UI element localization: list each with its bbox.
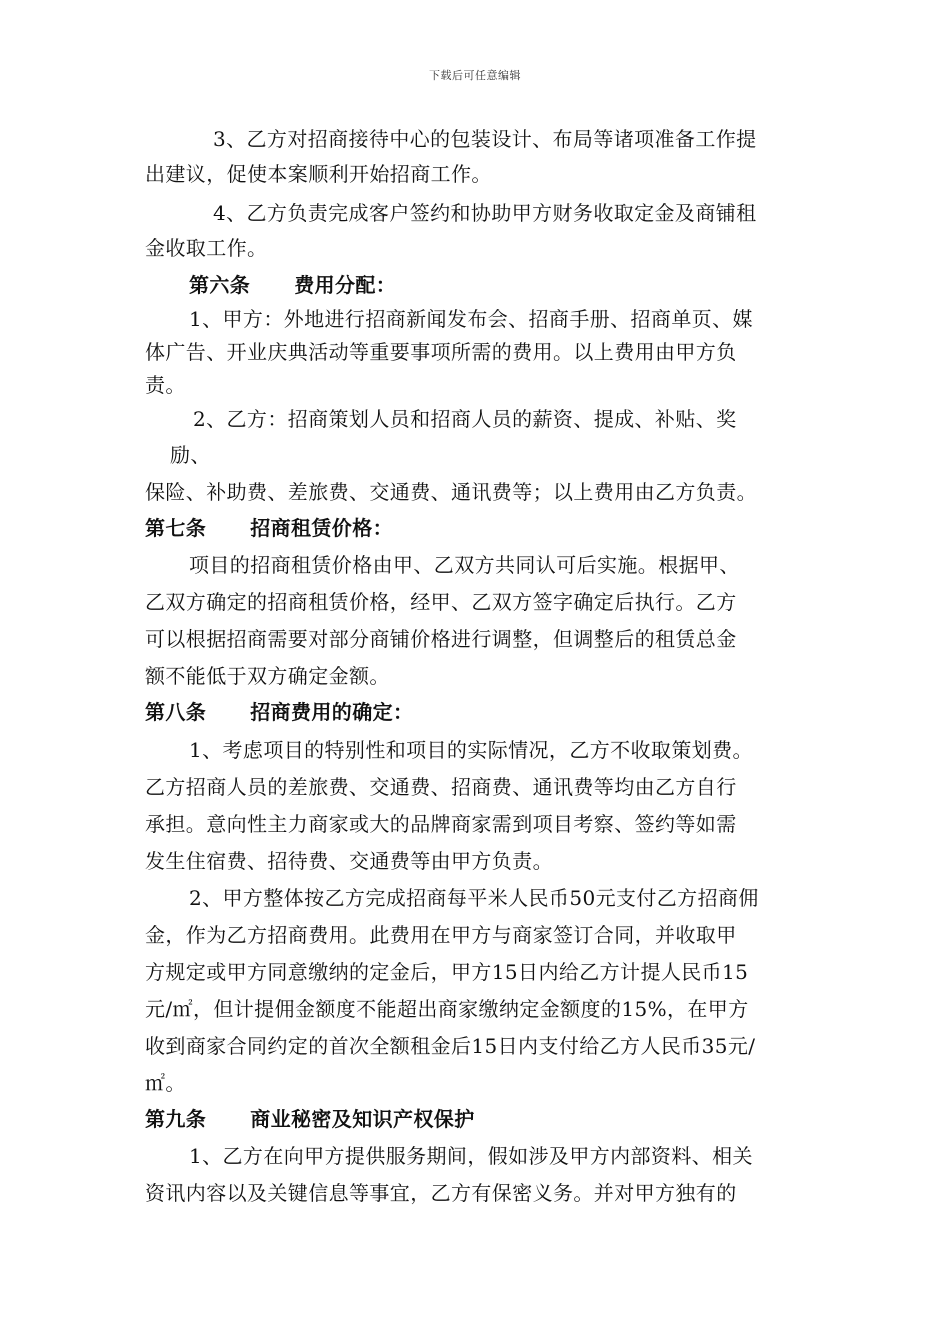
body-line: 承担。意向性主力商家或大的品牌商家需到项目考察、签约等如需 — [145, 812, 737, 836]
body-line: 1、考虑项目的特别性和项目的实际情况，乙方不收取策划费。 — [189, 738, 753, 762]
body-line: 出建议，促使本案顺利开始招商工作。 — [145, 162, 492, 186]
article-7-heading — [145, 516, 393, 540]
body-line: 项目的招商租赁价格由甲、乙双方共同认可后实施。根据甲、 — [189, 553, 740, 577]
article-8-label: 第八条 — [145, 700, 207, 724]
body-line: 收到商家合同约定的首次全额租金后15日内支付给乙方人民币35元/ — [145, 1034, 756, 1058]
body-line: 励、 — [170, 443, 211, 467]
body-line: 1、乙方在向甲方提供服务期间，假如涉及甲方内部资料、相关 — [189, 1144, 753, 1168]
article-9-heading — [145, 1107, 475, 1131]
article-6-label: 第六条 — [189, 273, 251, 297]
body-line: 2、甲方整体按乙方完成招商每平米人民币50元支付乙方招商佣 — [189, 886, 759, 910]
body-line: 乙双方确定的招商租赁价格，经甲、乙双方签字确定后执行。乙方 — [145, 590, 737, 614]
body-line: 体广告、开业庆典活动等重要事项所需的费用。以上费用由甲方负 — [145, 340, 737, 364]
body-line: 发生住宿费、招待费、交通费等由甲方负责。 — [145, 849, 553, 873]
article-7-label: 第七条 — [145, 516, 207, 540]
article-7-title: 招商租赁价格： — [250, 516, 394, 540]
article-9-title: 商业秘密及知识产权保护 — [250, 1107, 475, 1131]
body-line: 元/㎡，但计提佣金额度不能超出商家缴纳定金额度的15%，在甲方 — [145, 997, 749, 1021]
body-line: 可以根据招商需要对部分商铺价格进行调整，但调整后的租赁总金 — [145, 627, 737, 651]
body-line: 金收取工作。 — [145, 236, 268, 260]
body-line: ㎡。 — [145, 1071, 186, 1095]
body-line: 金，作为乙方招商费用。此费用在甲方与商家签订合同，并收取甲 — [145, 923, 737, 947]
body-line: 责。 — [145, 373, 186, 397]
body-line: 1、甲方：外地进行招商新闻发布会、招商手册、招商单页、媒 — [189, 307, 753, 331]
body-line: 乙方招商人员的差旅费、交通费、招商费、通讯费等均由乙方自行 — [145, 775, 737, 799]
page-header: 下载后可任意编辑 — [429, 69, 521, 82]
article-8-title: 招商费用的确定： — [250, 700, 414, 724]
article-6-title: 费用分配： — [294, 273, 397, 297]
body-line: 4、乙方负责完成客户签约和协助甲方财务收取定金及商铺租 — [213, 201, 757, 225]
body-line: 3、乙方对招商接待中心的包装设计、布局等诸项准备工作提 — [213, 127, 757, 151]
article-8-heading — [145, 700, 413, 724]
body-line: 2、乙方：招商策划人员和招商人员的薪资、提成、补贴、奖 — [193, 407, 737, 431]
body-line: 额不能低于双方确定金额。 — [145, 664, 390, 688]
body-line: 方规定或甲方同意缴纳的定金后，甲方15日内给乙方计提人民币15 — [145, 960, 749, 984]
article-9-label: 第九条 — [145, 1107, 207, 1131]
body-line: 保险、补助费、差旅费、交通费、通讯费等；以上费用由乙方负责。 — [145, 480, 757, 504]
body-line: 资讯内容以及关键信息等事宜，乙方有保密义务。并对甲方独有的 — [145, 1181, 737, 1205]
article-6-heading — [189, 273, 396, 297]
